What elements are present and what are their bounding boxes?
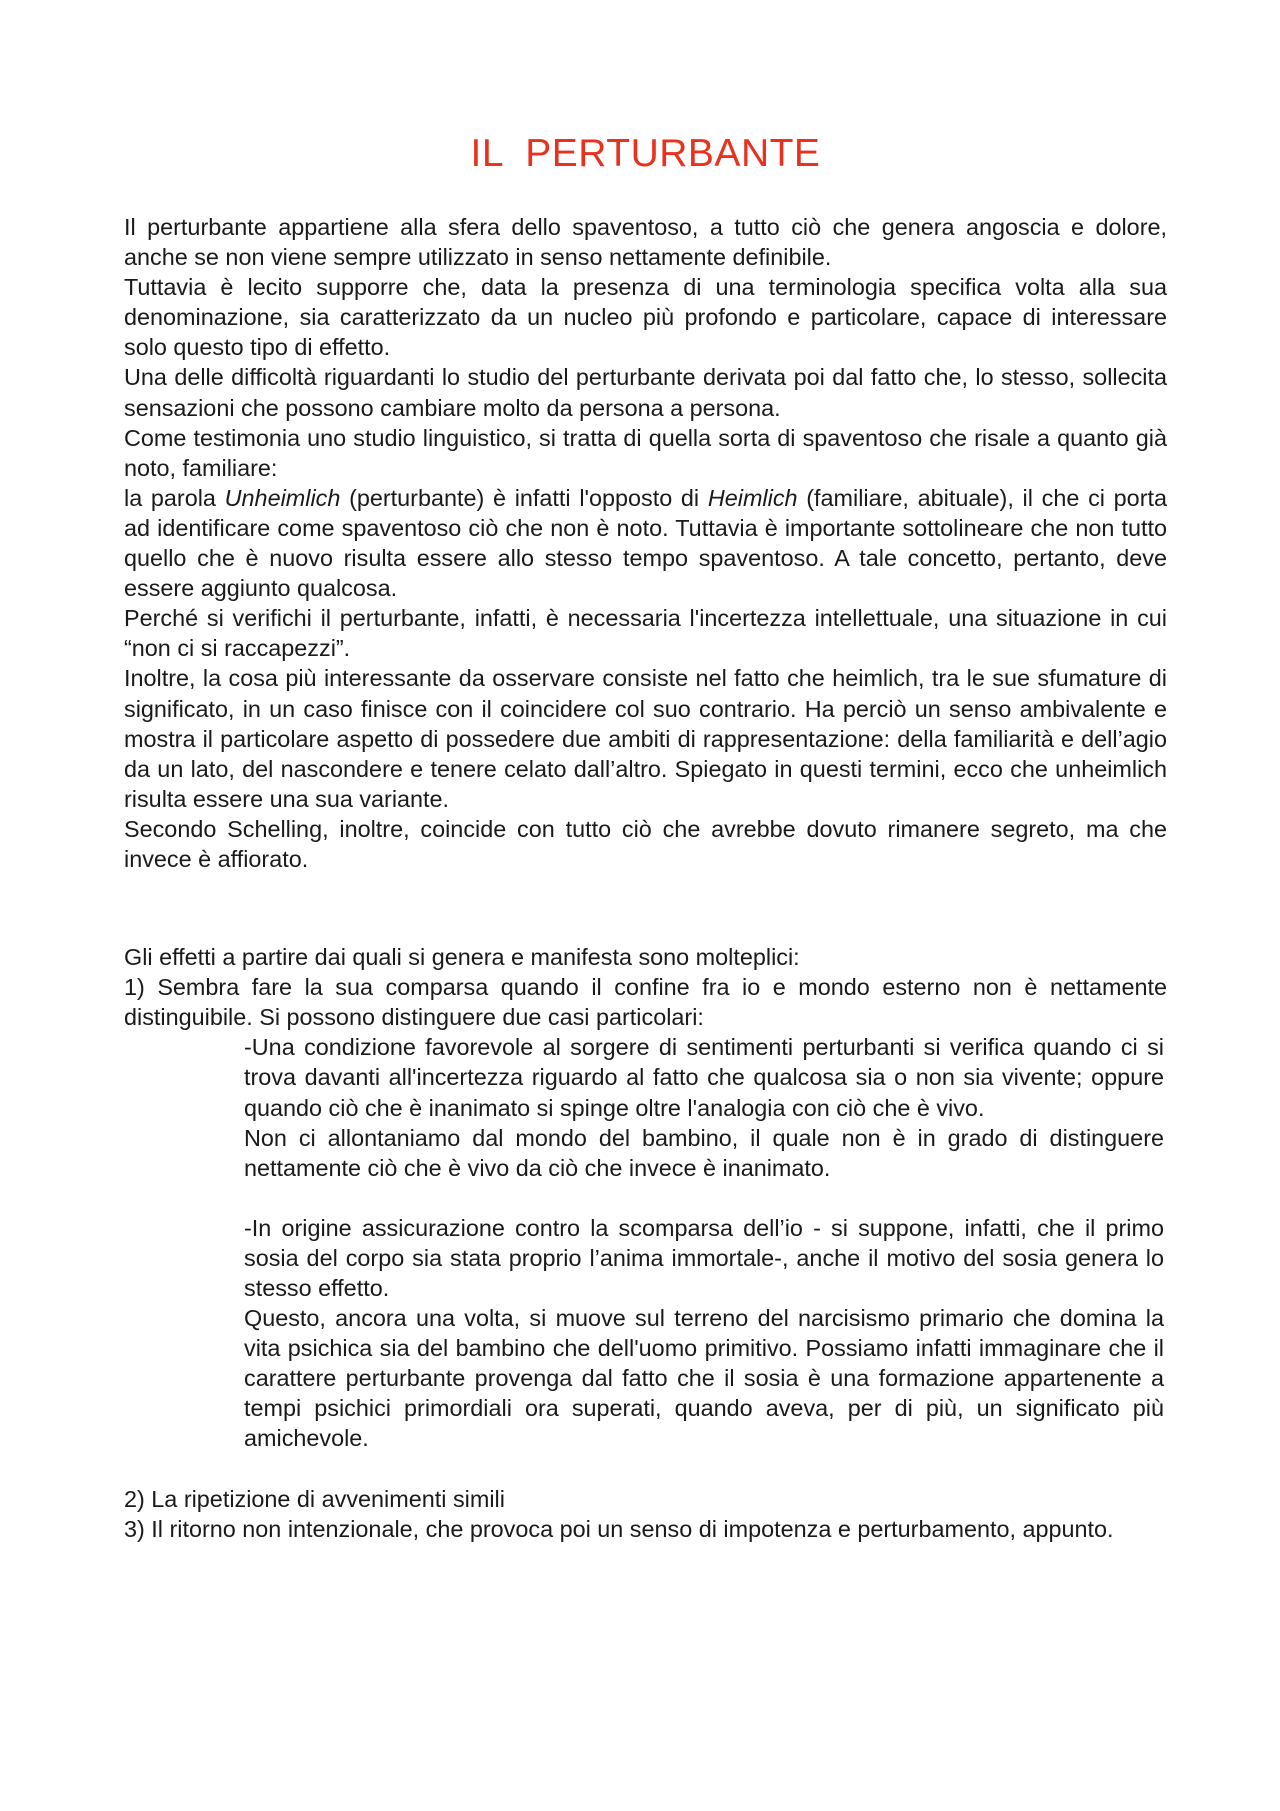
paragraph-intro-3: Una delle difficoltà riguardanti lo studio del perturbante derivata poi dal fatto che, lo stesso, sollecita sensazioni che possono cambiare molto da persona a persona. bbox=[124, 364, 1167, 421]
text-run: (familiare, abituale), il che ci porta ad identificare come spaventoso ciò che non è noto. Tuttavia è importante sottolineare che non tutto quello che è nuovo risulta essere allo stesso tempo spaventoso. A tale concetto, pertanto, deve essere aggiunto qualcosa. bbox=[124, 484, 1167, 602]
spacer bbox=[124, 874, 1167, 942]
paragraph-unheimlich bbox=[124, 483, 1167, 603]
list-item-1: 1) Sembra fare la sua comparsa quando il confine fra io e mondo esterno non è nettamente distinguibile. Si possono distinguere due casi particolari: bbox=[124, 974, 1167, 1031]
list-item-3: 3) Il ritorno non intenzionale, che provoca poi un senso di impotenza e perturbamento, appunto. bbox=[124, 1515, 1114, 1542]
case-1-paragraph-2: Non ci allontaniamo dal mondo del bambino, il quale non è in grado di distinguere nettamente ciò che è vivo da ciò che invece è inanimato. bbox=[244, 1124, 1164, 1181]
text-run: (perturbante) è infatti l'opposto di bbox=[340, 484, 708, 511]
case-2-paragraph-2: Questo, ancora una volta, si muove sul terreno del narcisismo primario che domina la vita psichica sia del bambino che dell'uomo primitivo. Possiamo infatti immaginare che il carattere perturbante provenga dal fatto che il sosia è una formazione appartenente a tempi psichici primordiali ora superati, quando aveva, per di più, un significato più amichevole. bbox=[244, 1305, 1164, 1452]
paragraph-middle-3: Secondo Schelling, inoltre, coincide con tutto ciò che avrebbe dovuto rimanere segreto, ma che invece è affiorato. bbox=[124, 815, 1167, 872]
case-2-paragraph-1: -In origine assicurazione contro la scomparsa dell’io - si suppone, infatti, che il primo sosia del corpo sia stata proprio l’anima immortale-, anche il motivo del sosia genera lo stesso effetto. bbox=[244, 1214, 1164, 1301]
paragraph-intro-1: Il perturbante appartiene alla sfera dello spaventoso, a tutto ciò che genera angoscia e dolore, anche se non viene sempre utilizzato in senso nettamente definibile. bbox=[124, 214, 1167, 271]
paragraph-intro-2: Tuttavia è lecito supporre che, data la presenza di una terminologia specifica volta alla sua denominazione, sia caratterizzato da un nucleo più profondo e particolare, capace di interessare solo questo tipo di effetto. bbox=[124, 274, 1167, 361]
case-1-block bbox=[244, 1032, 1164, 1453]
document-body bbox=[124, 124, 1167, 1544]
spacer bbox=[244, 1183, 1164, 1213]
paragraph-middle-1: Perché si verifichi il perturbante, infatti, è necessaria l'incertezza intellettuale, una situazione in cui “non ci si raccapezzi”. bbox=[124, 605, 1167, 662]
text-run: la parola bbox=[124, 484, 225, 511]
paragraph-middle-2: Inoltre, la cosa più interessante da osservare consiste nel fatto che heimlich, tra le sue sfumature di significato, in un caso finisce con il coincidere col suo contrario. Ha perciò un senso ambivalente e mostra il particolare aspetto di possedere due ambiti di rappresentazione: della familiarità e dell’agio da un lato, del nascondere e tenere celato dall’altro. Spiegato in questi termini, ecco che unheimlich risulta essere una sua variante. bbox=[124, 665, 1167, 812]
spacer bbox=[124, 1454, 1167, 1484]
effects-intro: Gli effetti a partire dai quali si genera e manifesta sono molteplici: bbox=[124, 944, 800, 971]
paragraph-intro-4: Come testimonia uno studio linguistico, si tratta di quella sorta di spaventoso che risale a quanto già noto, familiare: bbox=[124, 424, 1167, 481]
main-text bbox=[124, 212, 1167, 1544]
list-item-2: 2) La ripetizione di avvenimenti simili bbox=[124, 1485, 505, 1512]
term-heimlich: Heimlich bbox=[707, 484, 798, 511]
term-unheimlich: Unheimlich bbox=[224, 484, 341, 511]
case-1-paragraph-1: -Una condizione favorevole al sorgere di sentimenti perturbanti si verifica quando ci si trova davanti all'incertezza riguardo al fatto che qualcosa sia o non sia vivente; oppure quando ciò che è inanimato si spinge oltre l'analogia con ciò che è vivo. bbox=[244, 1034, 1164, 1121]
document-title: IL PERTURBANTE bbox=[470, 132, 821, 175]
